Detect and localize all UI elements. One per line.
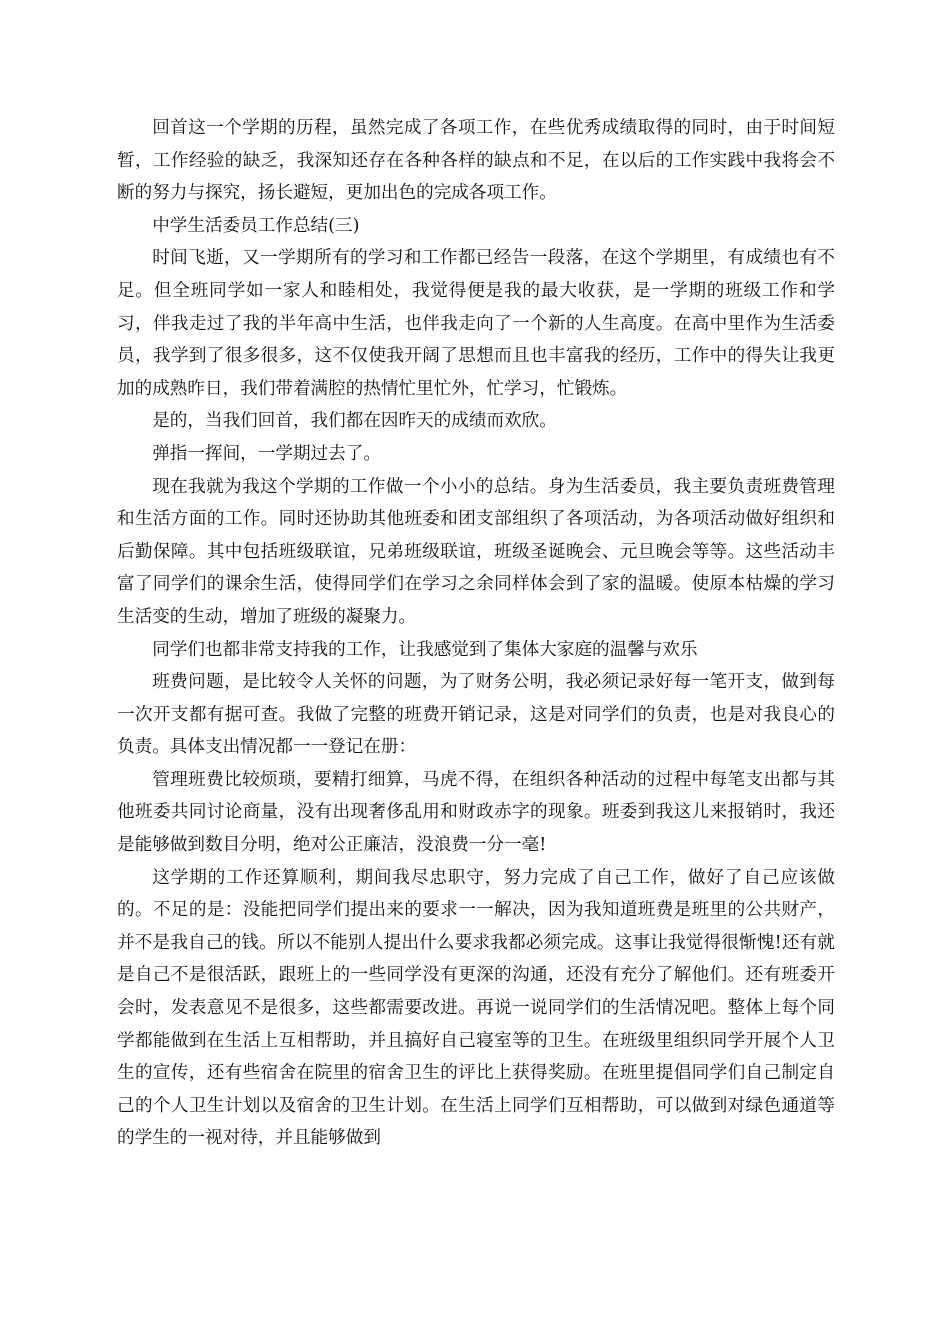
paragraph-reflection: 回首这一个学期的历程，虽然完成了各项工作，在些优秀成绩取得的同时，由于时间短暂，工作经验的缺乏，我深知还存在各种各样的缺点和不足，在以后的工作实践中我将会不断的努力与探究，扬长避短，更加出色的完成各项工作。	[117, 118, 835, 204]
paragraph-looking-back: 是的，当我们回首，我们都在因昨天的成绩而欢欣。	[152, 411, 557, 432]
paragraph-class-fees: 班费问题，是比较令人关怀的问题，为了财务公明，我必须记录好每一笔开支，做到每一次开支都有据可查。我做了完整的班费开销记录，这是对同学们的负责，也是对我良心的负责。具体支出情况都一一登记在册：	[117, 672, 835, 758]
paragraph-semester-passed: 弹指一挥间，一学期过去了。	[152, 443, 381, 464]
section-heading: 中学生活委员工作总结(三)	[152, 215, 360, 236]
paragraph-intro: 时间飞逝，又一学期所有的学习和工作都已经告一段落，在这个学期里，有成绩也有不足。但全班同学如一家人和睦相处，我觉得便是我的最大收获，是一学期的班级工作和学习，伴我走过了我的半年高中生活，也伴我走向了一个新的人生高度。在高中里作为生活委员，我学到了很多很多，这不仅使我开阔了思想而且也丰富我的经历，工作中的得失让我更加的成熟昨日，我们带着满腔的热情忙里忙外，忙学习，忙锻炼。	[117, 248, 835, 399]
paragraph-summary-duties: 现在我就为我这个学期的工作做一个小小的总结。身为生活委员，我主要负责班费管理和生活方面的工作。同时还协助其他班委和团支部组织了各项活动，为各项活动做好组织和后勤保障。其中包括班级联谊，兄弟班级联谊，班级圣诞晚会、元旦晚会等等。这些活动丰富了同学们的课余生活，使得同学们在学习之余同样体会到了家的温暖。使原本枯燥的学习生活变的生动，增加了班级的凝聚力。	[117, 476, 835, 627]
paragraph-reflection-shortcomings: 这学期的工作还算顺利，期间我尽忠职守，努力完成了自己工作，做好了自己应该做的。不足的是：没能把同学们提出来的要求一一解决，因为我知道班费是班里的公共财产，并不是我自己的钱。所以不能别人提出什么要求我都必须完成。这事让我觉得很惭愧!还有就是自己不是很活跃，跟班上的一些同学没有更深的沟通，还没有充分了解他们。还有班委开会时，发表意见不是很多，这些都需要改进。再说一说同学们的生活情况吧。整体上每个同学都能做到在生活上互相帮助，并且搞好自己寝室等的卫生。在班级里组织同学开展个人卫生的宣传，还有些宿舍在院里的宿舍卫生的评比上获得奖励。在班里提倡同学们自己制定自己的个人卫生计划以及宿舍的卫生计划。在生活上同学们互相帮助，可以做到对绿色通道等的学生的一视对待，并且能够做到	[117, 867, 835, 1149]
document-body	[117, 112, 835, 1155]
paragraph-fee-management: 管理班费比较烦琐，要精打细算，马虎不得，在组织各种活动的过程中每笔支出都与其他班委共同讨论商量，没有出现奢侈乱用和财政赤字的现象。班委到我这儿来报销时，我还是能够做到数目分明，绝对公正廉洁，没浪费一分一毫!	[117, 769, 835, 856]
paragraph-support: 同学们也都非常支持我的工作，让我感觉到了集体大家庭的温馨与欢乐	[152, 639, 698, 660]
